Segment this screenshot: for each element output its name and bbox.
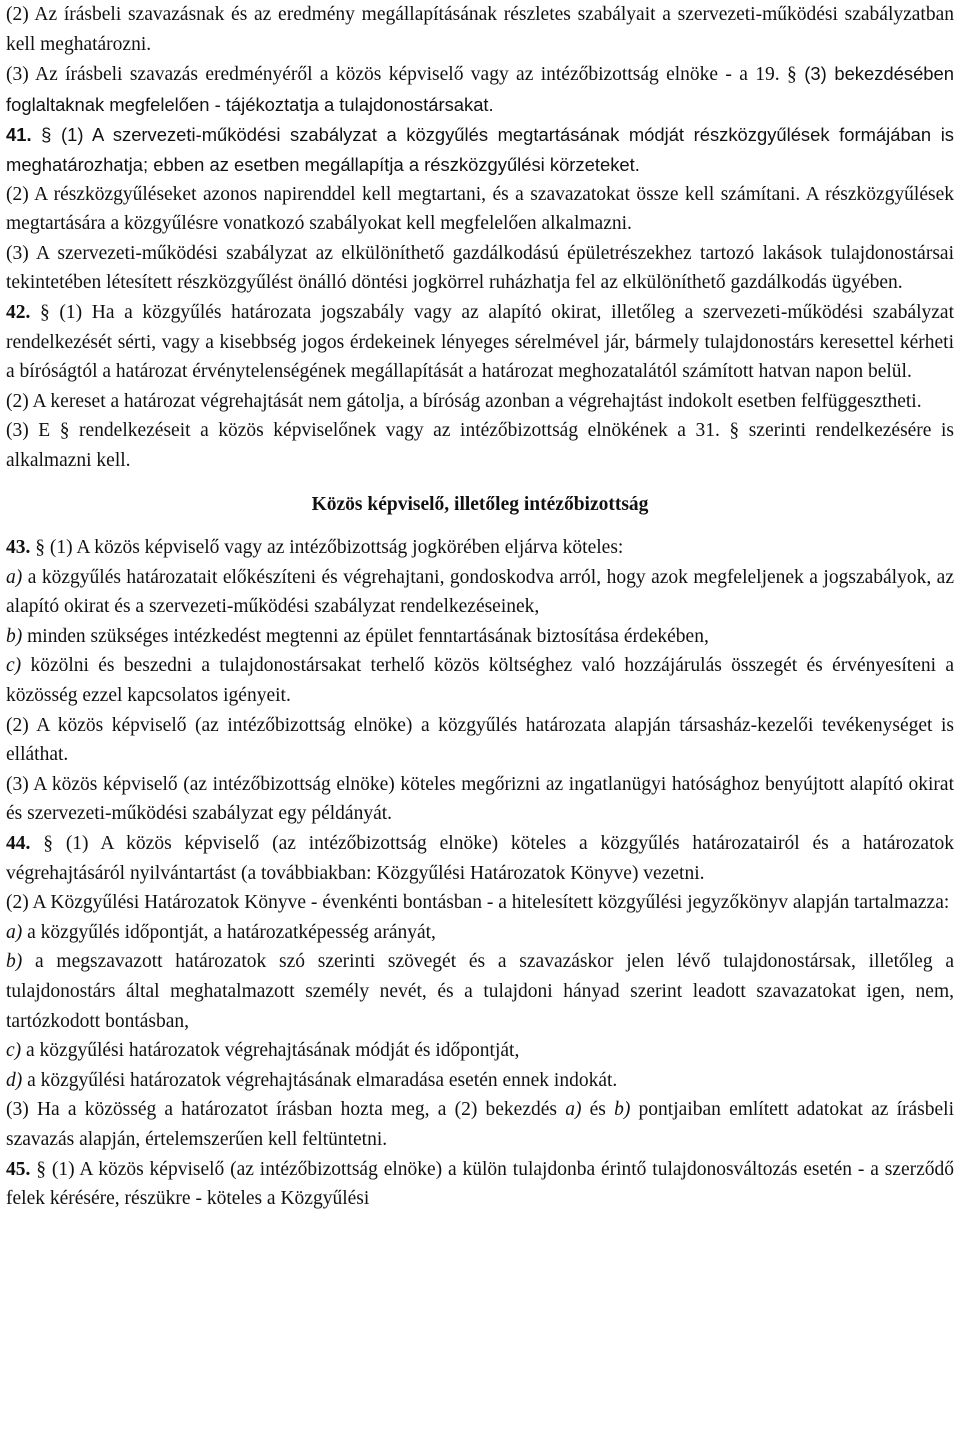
section-number: 43. [6, 537, 31, 559]
list-item-43-c: c) közölni és beszedni a tulajdonostársakat terhelő közös költséghez való hozzájárulás összegét és érvényesíteni a közösség ezzel kapcsolatos igényeit. [6, 655, 954, 707]
list-item-44-c: c) a közgyűlési határozatok végrehajtásának módját és időpontját, [6, 1040, 520, 1062]
list-item-43-a: a) a közgyűlés határozatait előkészíteni és végrehajtani, gondoskodva arról, hogy azok megfeleljenek a jogszabályok, az alapító okirat és a szervezeti-működési szabályzat rendelkezéseinek, [6, 566, 954, 618]
section-number: 41. [6, 124, 32, 146]
paragraph-43-3: (3) A közös képviselő (az intézőbizottság elnöke) köteles megőrizni az ingatlanügyi hatósághoz benyújtott alapító okirat és szervezeti-működési szabályzat egy példányát. [6, 773, 954, 825]
list-item-44-d: d) a közgyűlési határozatok végrehajtásának elmaradása esetén ennek indokát. [6, 1069, 618, 1091]
section-number: 45. [6, 1158, 31, 1180]
paragraph-43-2: (2) A közös képviselő (az intézőbizottság elnöke) a közgyűlés határozata alapján társasház-kezelői tevékenységet is elláthat. [6, 714, 954, 766]
section-41: 41. § (1) A szervezeti-működési szabályzat a közgyűlés megtartásának módját részközgyűlések formájában is meghatározhatja; ebben az esetben megállapítja a részközgyűlési körzeteket. [6, 124, 954, 175]
paragraph-44-3: (3) Ha a közösség a határozatot írásban hozta meg, a (2) bekezdés a) és b) pontjaiban említett adatokat az írásbeli szavazás alapján, értelemszerűen kell feltüntetni. [6, 1099, 954, 1150]
paragraph-44-2: (2) A Közgyűlési Határozatok Könyve - évenkénti bontásban - a hitelesített közgyűlési jegyzőkönyv alapján tartalmazza: [6, 892, 950, 914]
section-number: 42. [6, 301, 31, 323]
list-item-43-b: b) minden szükséges intézkedést megtenni az épület fenntartásának biztosítása érdekében, [6, 625, 709, 647]
list-item-44-b: b) a megszavazott határozatok szó szerinti szövegét és a szavazáskor jelen lévő tulajdonostársak, illetőleg a tulajdonostárs által meghatalmazott személy nevét, és a tulajdoni hányad szerint leadott szavazatokat igen, nem, tartózkodott bontásban, [6, 951, 954, 1032]
paragraph-39-3: (3) Az írásbeli szavazás eredményéről a közös képviselő vagy az intézőbizottság elnöke - a 19. § (3) bekezdésében foglaltaknak megfelelően - tájékoztatja a tulajdonostársakat. [6, 63, 954, 115]
section-heading: Közös képviselő, illetőleg intézőbizottság [311, 493, 649, 515]
section-number: 44. [6, 833, 31, 855]
paragraph-41-2: (2) A részközgyűléseket azonos napirenddel kell megtartani, és a szavazatokat össze kell számítani. A részközgyűlések megtartására a közgyűlésre vonatkozó szabályokat kell megfelelően alkalmazni. [6, 183, 954, 235]
section-44: 44. § (1) A közös képviselő (az intézőbizottság elnöke) köteles a közgyűlés határozatairól és a határozatok végrehajtásáról nyilvántartást (a továbbiakban: Közgyűlési Határozatok Könyve) vezetni. [6, 833, 954, 884]
section-43: 43. § (1) A közös képviselő vagy az intézőbizottság jogkörében eljárva köteles: [6, 537, 624, 559]
section-42: 42. § (1) Ha a közgyűlés határozata jogszabály vagy az alapító okirat, illetőleg a szervezeti-működési szabályzat rendelkezését sérti, vagy a kisebbség jogos érdekeinek lényeges sérelmével jár, bármely tulajdonostárs keresettel kérheti a bíróságtól a határozat érvénytelenségének megállapítását a határozat meghozatalától számított hatvan napon belül. [6, 301, 954, 383]
paragraph-42-3: (3) E § rendelkezéseit a közös képviselőnek vagy az intézőbizottság elnökének a 31. § szerinti rendelkezésére is alkalmazni kell. [6, 420, 955, 471]
section-45: 45. § (1) A közös képviselő (az intézőbizottság elnöke) a külön tulajdonba érintő tulajdonosváltozás esetén - a szerződő felek kérésére, részükre - köteles a Közgyűlési [6, 1158, 954, 1210]
paragraph-39-2: (2) Az írásbeli szavazásnak és az eredmény megállapításának részletes szabályait a szervezeti-működési szabályzatban kell meghatározni. [6, 4, 954, 55]
list-item-44-a: a) a közgyűlés időpontját, a határozatképesség arányát, [6, 921, 436, 943]
paragraph-41-3: (3) A szervezeti-működési szabályzat az elkülöníthető gazdálkodású épületrészekhez tartozó lakások tulajdonostársai tekintetében létesített részközgyűlést önálló döntési jogkörrel ruházhatja fel az elkülöníthető gazdálkodás ügyében. [6, 242, 954, 294]
paragraph-42-2: (2) A kereset a határozat végrehajtását nem gátolja, a bíróság azonban a végrehajtást indokolt esetben felfüggesztheti. [6, 390, 922, 412]
